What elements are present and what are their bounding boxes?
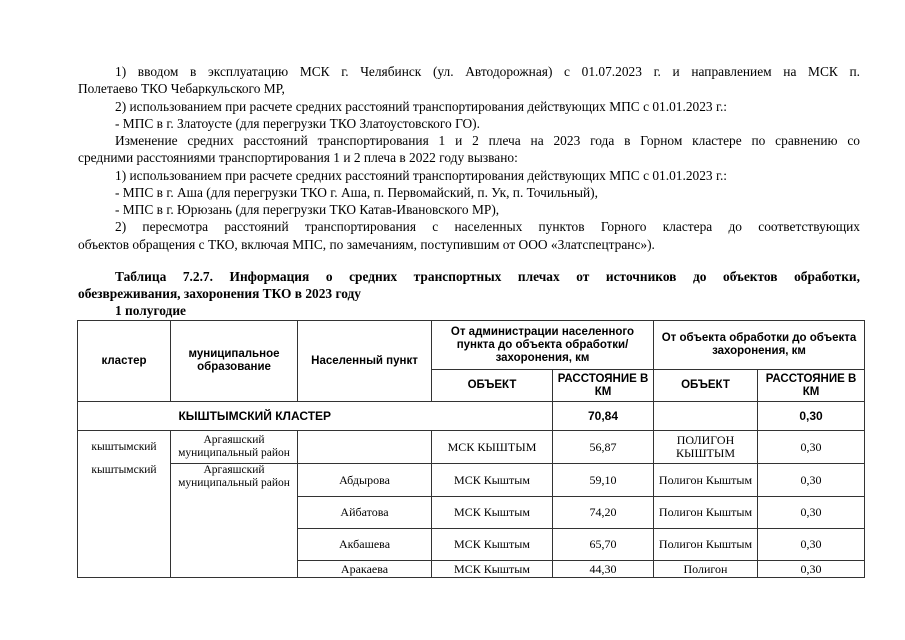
cell-object-1: МСК Кыштым xyxy=(432,529,553,561)
summary-object-1 xyxy=(432,402,553,431)
cell-distance-1: 65,70 xyxy=(553,529,654,561)
cell-object-1: МСК КЫШТЫМ xyxy=(432,431,553,464)
summary-distance-2: 0,30 xyxy=(758,402,865,431)
cell-settlement: Абдырова xyxy=(298,464,432,497)
paragraph-line: 1) вводом в эксплуатацию МСК г. Челябинск (ул. Автодорожная) с 01.07.2023 г. и направлением на МСК п. xyxy=(115,64,860,79)
paragraph-line: Полетаево ТКО Чебаркульского МР, xyxy=(78,81,285,96)
summary-row xyxy=(78,402,865,431)
cell-settlement: Акбашева xyxy=(298,529,432,561)
cell-object-2: Полигон xyxy=(654,561,758,578)
header-from-admin: От администрации населенного пункта до объекта обработки/ захоронения, км xyxy=(432,321,654,370)
cell-object-1: МСК Кыштым xyxy=(432,561,553,578)
header-object-1: ОБЪЕКТ xyxy=(432,370,553,402)
table-period: 1 полугодие xyxy=(115,303,186,318)
cell-settlement: Аракаева xyxy=(298,561,432,578)
header-distance-1: РАССТОЯНИЕ В КМ xyxy=(553,370,654,402)
cell-cluster: кыштымский xyxy=(78,431,171,464)
cell-cluster: кыштымский xyxy=(78,464,171,578)
paragraph-line: Изменение средних расстояний транспортирования 1 и 2 плеча на 2023 года в Горном кластере по сравнению со xyxy=(115,133,860,148)
cell-object-1: МСК Кыштым xyxy=(432,464,553,497)
cell-distance-2: 0,30 xyxy=(758,464,865,497)
header-settlement: Населенный пункт xyxy=(298,321,432,402)
header-municipality: муниципальное образование xyxy=(171,321,298,402)
paragraph-line: 1) использованием при расчете средних расстояний транспортирования действующих МПС с 01.01.2023 г.: xyxy=(115,168,728,183)
cell-distance-1: 44,30 xyxy=(553,561,654,578)
table-caption: Таблица 7.2.7. Информация о средних транспортных плечах от источников до объектов обработки, xyxy=(115,269,860,284)
cell-municipality: Аргаяшский муниципальный район xyxy=(171,464,298,578)
table-row xyxy=(78,464,865,497)
cell-distance-1: 56,87 xyxy=(553,431,654,464)
table-row xyxy=(78,431,865,464)
cell-settlement: Айбатова xyxy=(298,497,432,529)
header-object-2: ОБЪЕКТ xyxy=(654,370,758,402)
summary-object-2 xyxy=(654,402,758,431)
transport-distance-table xyxy=(77,320,865,578)
header-from-processing: От объекта обработки до объекта захоронения, км xyxy=(654,321,865,370)
paragraph-line: - МПС в г. Златоусте (для перегрузки ТКО Златоустовского ГО). xyxy=(115,116,480,131)
cell-object-2: ПОЛИГОН КЫШТЫМ xyxy=(654,431,758,464)
paragraph-line: 2) использованием при расчете средних расстояний транспортирования действующих МПС с 01.01.2023 г.: xyxy=(115,99,728,114)
cell-object-2: Полигон Кыштым xyxy=(654,497,758,529)
cell-settlement xyxy=(298,431,432,464)
cell-distance-2: 0,30 xyxy=(758,431,865,464)
cell-municipality: Аргаяшский муниципальный район xyxy=(171,431,298,464)
header-cluster: кластер xyxy=(78,321,171,402)
cell-object-2: Полигон Кыштым xyxy=(654,529,758,561)
paragraph-line: - МПС в г. Юрюзань (для перегрузки ТКО Катав-Ивановского МР), xyxy=(115,202,500,217)
cell-distance-1: 59,10 xyxy=(553,464,654,497)
paragraph-line: 2) пересмотра расстояний транспортирования с населенных пунктов Горного кластера до соответствующих xyxy=(115,219,860,234)
cell-object-1: МСК Кыштым xyxy=(432,497,553,529)
paragraph-line: - МПС в г. Аша (для перегрузки ТКО г. Аша, п. Первомайский, п. Ук, п. Точильный), xyxy=(115,185,598,200)
table-caption-continued: обезвреживания, захоронения ТКО в 2023 году xyxy=(78,286,361,301)
summary-label: КЫШТЫМСКИЙ КЛАСТЕР xyxy=(78,402,432,431)
cell-distance-1: 74,20 xyxy=(553,497,654,529)
header-distance-2: РАССТОЯНИЕ В КМ xyxy=(758,370,865,402)
header-row xyxy=(78,321,865,370)
cell-object-2: Полигон Кыштым xyxy=(654,464,758,497)
paragraph-line: объектов обращения с ТКО, включая МПС, по замечаниям, поступившим от ООО «Златспецтранс»). xyxy=(78,237,655,252)
summary-distance-1: 70,84 xyxy=(553,402,654,431)
paragraph-line: средними расстояниями транспортирования 1 и 2 плеча в 2022 году вызвано: xyxy=(78,150,518,165)
cell-distance-2: 0,30 xyxy=(758,497,865,529)
cell-distance-2: 0,30 xyxy=(758,529,865,561)
cell-distance-2: 0,30 xyxy=(758,561,865,578)
